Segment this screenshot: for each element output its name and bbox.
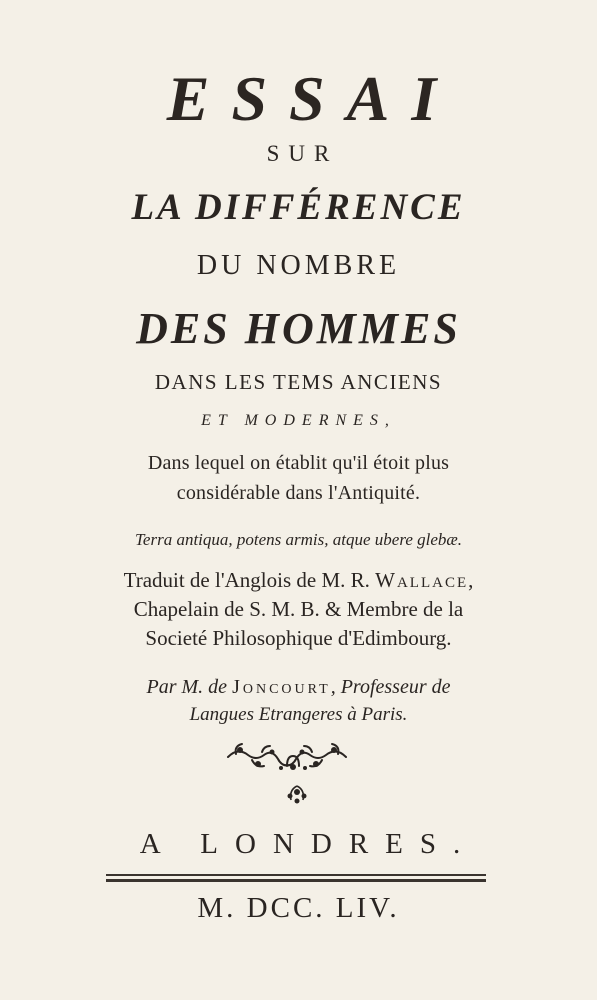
translation-comma: , [468, 568, 474, 592]
imprint-rule-bottom [106, 879, 486, 882]
imprint-rule-top [106, 874, 486, 876]
translator-line-2: Langues Etrangeres à Paris. [189, 704, 408, 725]
title-et-modernes: ET MODERNES, [201, 412, 396, 429]
translation-prefix: Traduit de l'Anglois de M. R. [123, 568, 376, 592]
subtitle-line-2: considérable dans l'Antiquité. [176, 482, 421, 504]
subtitle-line-1: Dans lequel on établit qu'il étoit plus [147, 452, 450, 474]
translator-line-1 [0, 676, 597, 699]
imprint-place: A LONDRES. [139, 828, 478, 860]
epigraph: Terra antiqua, potens armis, atque ubere glebæ. [135, 530, 462, 549]
translator-suffix: , Professeur de [330, 676, 451, 698]
title-la-difference: LA DIFFÉRENCE [131, 187, 466, 228]
title-essai: ESSAI [166, 63, 459, 134]
translator-prefix: Par M. de [146, 676, 233, 698]
translation-line-3: Societé Philosophique d'Edimbourg. [145, 626, 452, 650]
title-dans-les-tems: DANS LES TEMS ANCIENS [154, 370, 443, 394]
author-name: Wallace [375, 568, 469, 592]
translation-line-1 [0, 568, 597, 593]
floral-fleuron-icon [0, 740, 597, 815]
title-des-hommes: DES HOMMES [136, 304, 461, 353]
imprint-year: M. DCC. LIV. [197, 892, 400, 924]
translation-line-2: Chapelain de S. M. B. & Membre de la [133, 597, 464, 621]
title-du-nombre: DU NOMBRE [196, 250, 401, 281]
translator-name: Joncourt [232, 676, 331, 698]
title-sur: SUR [266, 141, 339, 166]
